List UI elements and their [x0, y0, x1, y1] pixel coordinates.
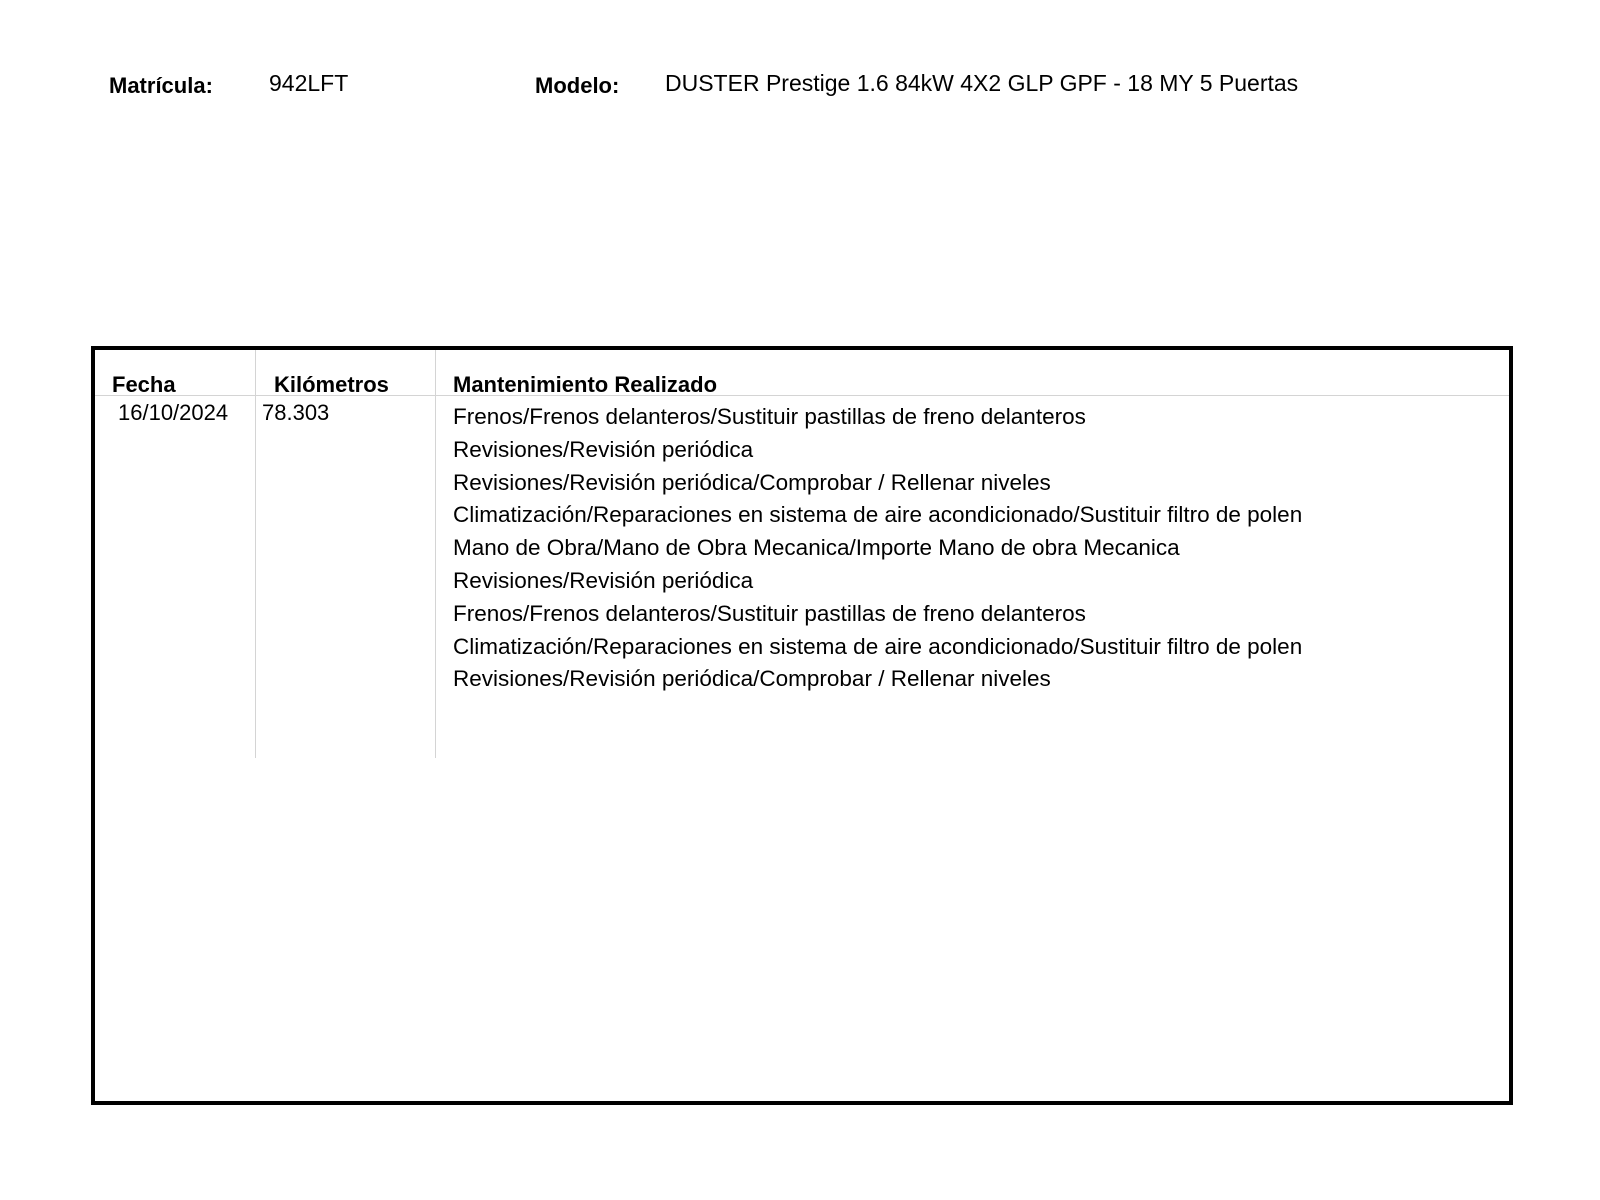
- maintenance-item: Climatización/Reparaciones en sistema de aire acondicionado/Sustituir filtro de polen: [453, 633, 1303, 659]
- maintenance-item: Revisiones/Revisión periódica/Comprobar / Rellenar niveles: [453, 666, 1051, 692]
- column-divider: [435, 350, 436, 758]
- maintenance-item: Mano de Obra/Mano de Obra Mecanica/Importe Mano de obra Mecanica: [453, 535, 1180, 561]
- modelo-label: Modelo:: [535, 73, 620, 98]
- matricula-label: Matrícula:: [109, 73, 213, 98]
- column-header-mantenimiento: Mantenimiento Realizado: [453, 372, 718, 397]
- column-header-kilometros: Kilómetros: [274, 372, 389, 397]
- maintenance-item: Revisiones/Revisión periódica/Comprobar / Rellenar niveles: [453, 469, 1051, 495]
- maintenance-table: [91, 346, 1513, 1105]
- maintenance-item: Revisiones/Revisión periódica: [453, 567, 754, 593]
- modelo-value: DUSTER Prestige 1.6 84kW 4X2 GLP GPF - 18 MY 5 Puertas: [665, 70, 1299, 96]
- maintenance-item: Frenos/Frenos delanteros/Sustituir pastillas de freno delanteros: [453, 600, 1086, 626]
- column-divider: [255, 350, 256, 758]
- maintenance-item: Climatización/Reparaciones en sistema de aire acondicionado/Sustituir filtro de polen: [453, 502, 1303, 528]
- cell-kilometros: 78.303: [262, 400, 330, 425]
- maintenance-item: Revisiones/Revisión periódica: [453, 436, 754, 462]
- cell-fecha: 16/10/2024: [118, 400, 229, 425]
- matricula-value: 942LFT: [269, 70, 349, 96]
- maintenance-item: Frenos/Frenos delanteros/Sustituir pastillas de freno delanteros: [453, 404, 1086, 429]
- maintenance-list: [453, 401, 1323, 696]
- column-header-fecha: Fecha: [112, 372, 176, 397]
